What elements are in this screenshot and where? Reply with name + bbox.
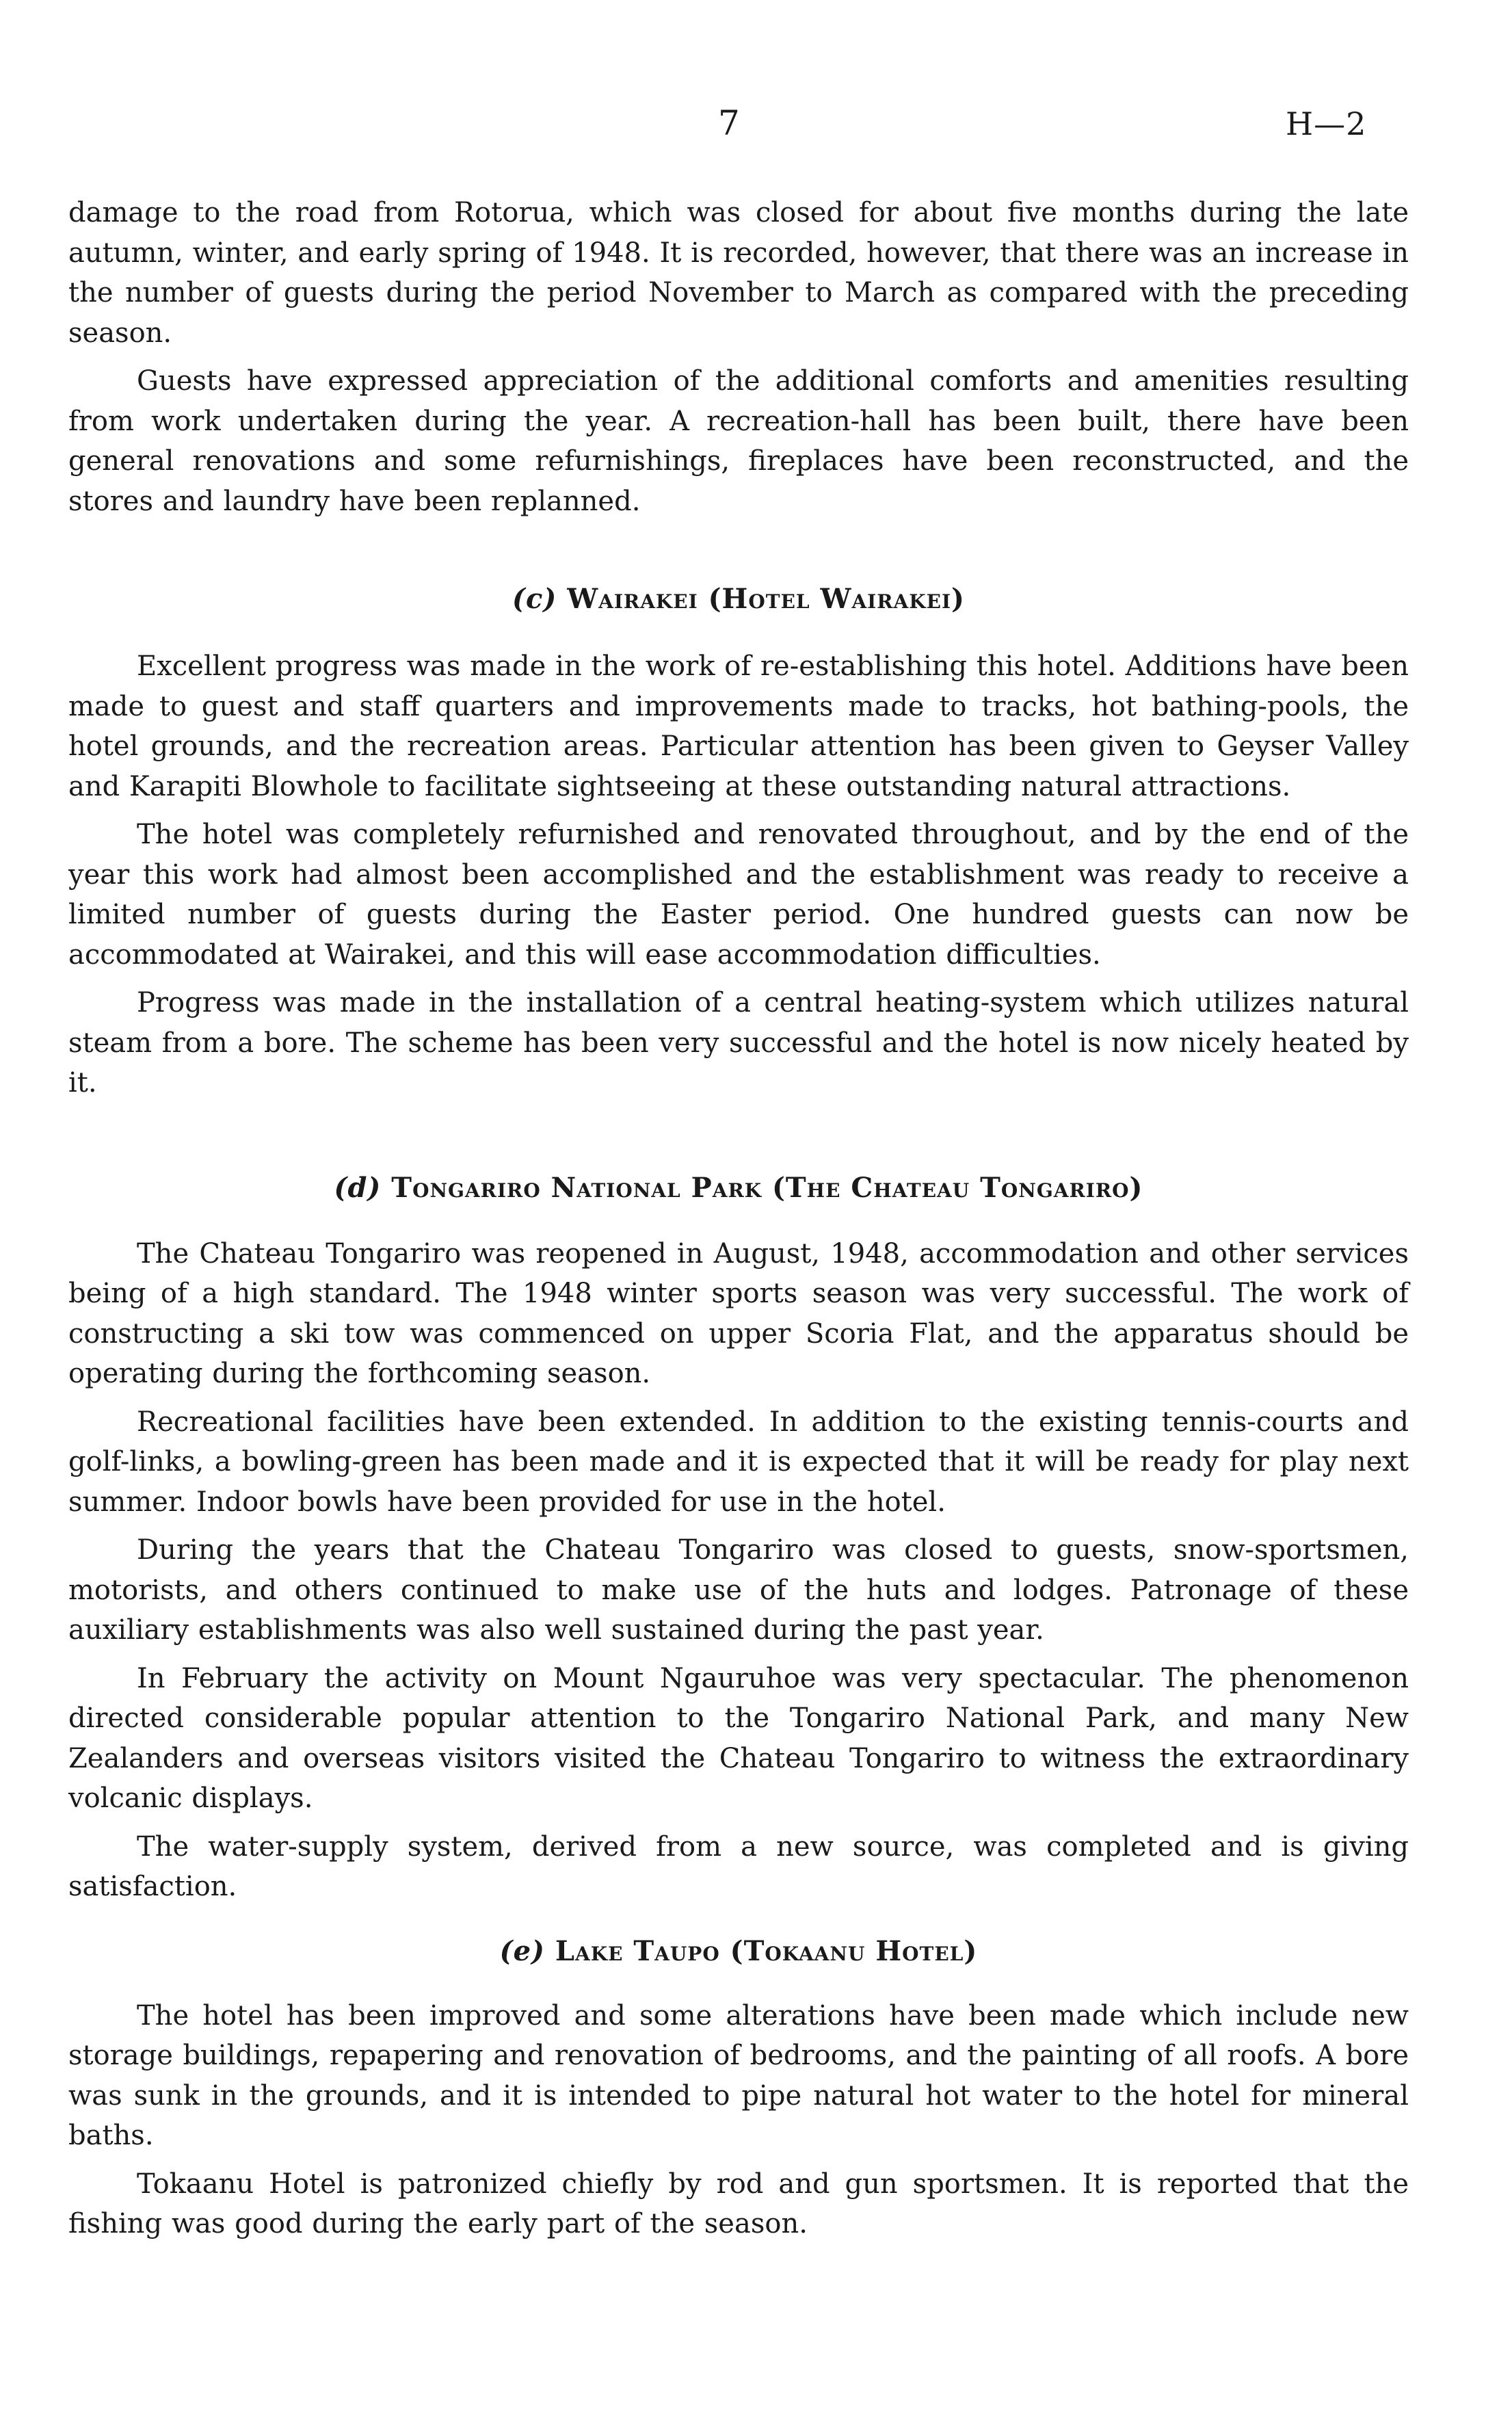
document-reference: H—2 (1286, 105, 1367, 142)
section-title: Tongariro National Park (The Chateau Tongariro) (391, 1171, 1143, 1204)
section-letter: (c) (512, 583, 557, 615)
document-body (68, 193, 1409, 2244)
section-heading-taupo (68, 1932, 1409, 1971)
taupo-paragraph-2: Tokaanu Hotel is patronized chiefly by rod and gun sportsmen. It is reported that the fishing was good during the early part of the season. (68, 2168, 1409, 2239)
tongariro-paragraph-2: Recreational facilities have been extended. In addition to the existing tennis-courts and golf-links, a bowling-green has been made and it is expected that it will be ready for play next summer. Indoor bowls have been provided for use in the hotel. (68, 1406, 1409, 1518)
section-heading-tongariro (68, 1168, 1409, 1208)
section-title: Wairakei (Hotel Wairakei) (567, 583, 965, 615)
tongariro-paragraph-3: During the years that the Chateau Tongariro was closed to guests, snow-sportsmen, motorists, and others continued to make use of the huts and lodges. Patronage of these auxiliary establishments was also well sustained during the past year. (68, 1534, 1409, 1646)
section-letter: (e) (499, 1934, 545, 1967)
wairakei-paragraph-1: Excellent progress was made in the work of re-establishing this hotel. Additions have been made to guest and staff quarters and improvements made to tracks, hot bathing-pools, the hotel grounds, and the recreation areas. Particular attention has been given to Geyser Valley and Karapiti Blowhole to facilitate sightseeing at these outstanding natural attractions. (68, 651, 1409, 802)
tongariro-paragraph-5: The water-supply system, derived from a new source, was completed and is giving satisfaction. (68, 1830, 1409, 1902)
section-heading-wairakei (68, 579, 1409, 619)
wairakei-paragraph-2: The hotel was completely refurnished and renovated throughout, and by the end of the year this work had almost been accomplished and the establishment was ready to receive a limited number of guests during the Easter period. One hundred guests can now be accommodated at Wairakei, and this will ease accommodation difficulties. (68, 819, 1409, 971)
intro-paragraph-2: Guests have expressed appreciation of the additional comforts and amenities resulting from work undertaken during the year. A recreation-hall has been built, there have been general renovations and some refurnishings, fireplaces have been reconstructed, and the stores and laundry have been replanned. (68, 365, 1409, 517)
tongariro-paragraph-4: In February the activity on Mount Ngauruhoe was very spectacular. The phenomenon directed considerable popular attention to the Tongariro National Park, and many New Zealanders and overseas visitors visited the Chateau Tongariro to witness the extraordinary volcanic displays. (68, 1662, 1409, 1814)
page-number: 7 (718, 103, 740, 143)
section-letter: (d) (334, 1171, 382, 1204)
taupo-paragraph-1: The hotel has been improved and some alterations have been made which include new storage buildings, repapering and renovation of bedrooms, and the painting of all roofs. A bore was sunk in the grounds, and it is intended to pipe natural hot water to the hotel for mineral baths. (68, 1999, 1409, 2151)
tongariro-paragraph-1: The Chateau Tongariro was reopened in August, 1948, accommodation and other services being of a high standard. The 1948 winter sports season was very successful. The work of constructing a ski tow was commenced on upper Scoria Flat, and the apparatus should be operating during the forthcoming season. (68, 1237, 1409, 1389)
section-title: Lake Taupo (Tokaanu Hotel) (555, 1934, 978, 1967)
intro-paragraph-1: damage to the road from Rotorua, which was closed for about five months during the late autumn, winter, and early spring of 1948. It is recorded, however, that there was an increase in the number of guests during the period November to March as compared with the preceding season. (68, 197, 1409, 349)
wairakei-paragraph-3: Progress was made in the installation of a central heating-system which utilizes natural steam from a bore. The scheme has been very successful and the hotel is now nicely heated by it. (68, 987, 1409, 1099)
